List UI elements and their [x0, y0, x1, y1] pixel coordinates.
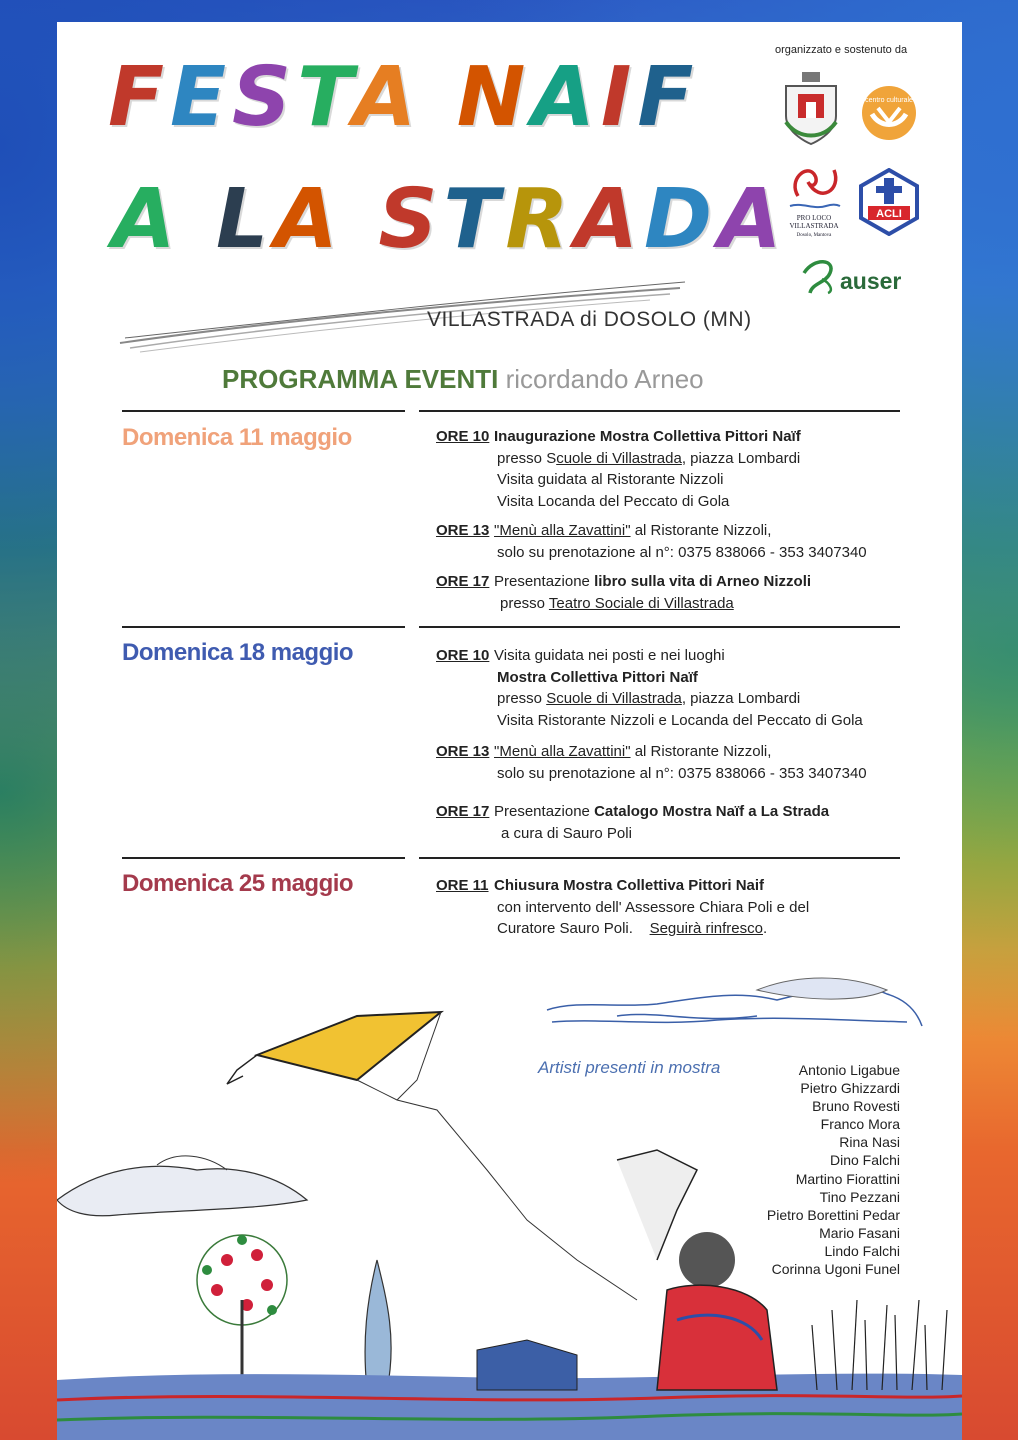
kite-flyer-figure — [617, 1150, 777, 1390]
acli-text: ACLI — [876, 208, 902, 220]
day-title: Domenica 11 maggio — [122, 424, 352, 451]
event-title: Catalogo Mostra Naïf a La Strada — [594, 803, 830, 820]
event: ORE 13 "Menù alla Zavattini" al Ristorante Nizzoli, solo su prenotazione al n°: 0375 838066 - 353 3407340 — [436, 741, 867, 784]
divider-right — [419, 410, 900, 412]
proloco-name-text: VILLASTRADA — [789, 222, 839, 230]
event — [436, 426, 801, 512]
event-line: Curatore Sauro Poli. Seguirà rinfresco. — [497, 920, 768, 937]
title-letter: N — [456, 50, 532, 145]
divider-right — [419, 857, 900, 859]
title-letter: F — [108, 50, 171, 145]
flower-tree — [197, 1235, 287, 1390]
title-letter: A — [352, 50, 423, 145]
program-heading — [222, 364, 704, 395]
divider-left — [122, 857, 405, 859]
location: VILLASTRADA di DOSOLO (MN) — [427, 308, 752, 331]
event-line: a cura di Sauro Poli — [501, 824, 632, 842]
artist-name: Bruno Rovesti — [812, 1098, 900, 1115]
artist-name: Mario Fasani — [819, 1224, 900, 1241]
proloco-place-text: Dosolo, Mantova — [796, 233, 832, 238]
event-line: presso Teatro Sociale di Villastrada — [500, 594, 734, 612]
title-letter — [344, 172, 379, 267]
menu-link[interactable]: "Menù alla Zavattini" — [494, 522, 631, 539]
title-letter: A — [274, 172, 344, 267]
event-time: ORE 10 — [436, 647, 490, 664]
title-letter: A — [718, 172, 788, 267]
event: ORE 13 "Menù alla Zavattini" al Ristorante Nizzoli, solo su prenotazione al n°: 0375 838066 - 353 3407340 — [436, 520, 867, 563]
acli-logo-icon — [858, 168, 920, 236]
event-line: solo su prenotazione al n°: 0375 838066 - 353 3407340 — [497, 543, 867, 561]
event-time: ORE 10 — [436, 428, 490, 445]
divider-right — [419, 626, 900, 628]
title-letter: S — [232, 50, 298, 145]
event-title: libro sulla vita di Arneo Nizzoli — [594, 573, 812, 590]
centro-culturale-text: centro culturale — [865, 97, 913, 104]
event-line: presso Scuole di Villastrada, piazza Lombardi — [497, 690, 801, 707]
day-title: Domenica 25 maggio — [122, 870, 354, 897]
artist-name: Antonio Ligabue — [798, 1062, 900, 1078]
event-time: ORE 11 — [436, 877, 489, 894]
divider-left — [122, 410, 405, 412]
event-time: ORE 17 — [436, 803, 490, 820]
event-line: Visita guidata al Ristorante Nizzoli — [497, 471, 724, 488]
title-letter — [181, 172, 216, 267]
event-line: Mostra Collettiva Pittori Naïf — [497, 668, 698, 686]
artist-name: Tino Pezzani — [819, 1188, 900, 1205]
auser-logo-icon — [800, 255, 912, 297]
title-letter: S — [378, 172, 444, 267]
artist-name: Martino Fiorattini — [795, 1170, 900, 1187]
title-letter: R — [505, 172, 575, 267]
title-letter: T — [297, 50, 353, 145]
title-letter: A — [112, 172, 182, 267]
artists-label: Artisti presenti in mostra — [538, 1058, 721, 1077]
menu-link[interactable]: "Menù alla Zavattini" — [494, 743, 631, 760]
municipality-crest-icon — [780, 70, 842, 148]
event-line: Visita Locanda del Peccato di Gola — [497, 492, 730, 510]
program-heading-sub: ricordando Arneo — [505, 364, 704, 394]
event-time: ORE 13 — [436, 743, 490, 760]
title-letter: L — [216, 172, 275, 267]
centro-culturale-logo-icon — [860, 84, 918, 142]
title-text-1 — [108, 50, 699, 145]
refreshment-link[interactable]: Seguirà rinfresco — [649, 920, 763, 937]
event-line: con intervento dell' Assessore Chiara Poli e del — [497, 898, 810, 916]
event-title: Chiusura Mostra Collettiva Pittori Naif — [494, 877, 765, 894]
artist-name: Franco Mora — [820, 1116, 900, 1133]
event-line: presso Scuole di Villastrada, piazza Lombardi — [497, 449, 801, 467]
title-letter — [422, 50, 457, 145]
sponsor-label: organizzato e sostenuto da — [775, 44, 908, 56]
event-time: ORE 17 — [436, 573, 490, 590]
title-letter: A — [574, 172, 644, 267]
event-title: Visita guidata nei posti e nei luoghi — [494, 647, 725, 664]
artists-list — [767, 1061, 900, 1278]
title-line-2 — [112, 172, 788, 267]
artist-name: Pietro Ghizzardi — [800, 1080, 900, 1097]
day-title: Domenica 18 maggio — [122, 639, 354, 666]
venue-link[interactable]: Teatro Sociale di Villastrada — [548, 594, 734, 612]
venue-link[interactable]: cuole di Villastrada — [556, 449, 682, 467]
title-letter: E — [170, 50, 233, 145]
venue-link[interactable]: Scuole di Villastrada — [546, 690, 682, 707]
title-text-2 — [112, 172, 788, 267]
proloco-text: PRO LOCO — [796, 214, 832, 222]
event: ORE 17 Presentazione libro sulla vita di Arneo Nizzoli presso Teatro Sociale di Villastrada — [436, 571, 811, 614]
event-line: Visita Ristorante Nizzoli e Locanda del Peccato di Gola — [497, 711, 863, 729]
artist-name: Dino Falchi — [829, 1152, 900, 1169]
event — [436, 875, 809, 940]
auser-text: auser — [840, 268, 902, 294]
event-title: Inaugurazione Mostra Collettiva Pittori Naïf — [494, 428, 801, 445]
artist-name: Pietro Borettini Pedar — [766, 1206, 900, 1223]
event: ORE 17 Presentazione Catalogo Mostra Naïf a La Strada a cura di Sauro Poli — [436, 801, 829, 844]
title-letter: D — [643, 172, 719, 267]
event — [436, 645, 863, 731]
proloco-logo-icon — [784, 160, 844, 242]
title-line-1 — [108, 50, 699, 145]
title-letter: A — [531, 50, 601, 145]
title-letter: I — [600, 50, 638, 145]
title-letter: F — [637, 50, 700, 145]
artist-name: Lindo Falchi — [824, 1242, 900, 1259]
event-time: ORE 13 — [436, 522, 490, 539]
program-heading-main: PROGRAMMA EVENTI — [222, 364, 499, 394]
event-line: solo su prenotazione al n°: 0375 838066 - 353 3407340 — [497, 764, 867, 782]
artist-name: Rina Nasi — [839, 1134, 900, 1151]
divider-left — [122, 626, 405, 628]
artist-name: Corinna Ugoni Funel — [771, 1261, 900, 1278]
title-letter: T — [443, 172, 506, 267]
